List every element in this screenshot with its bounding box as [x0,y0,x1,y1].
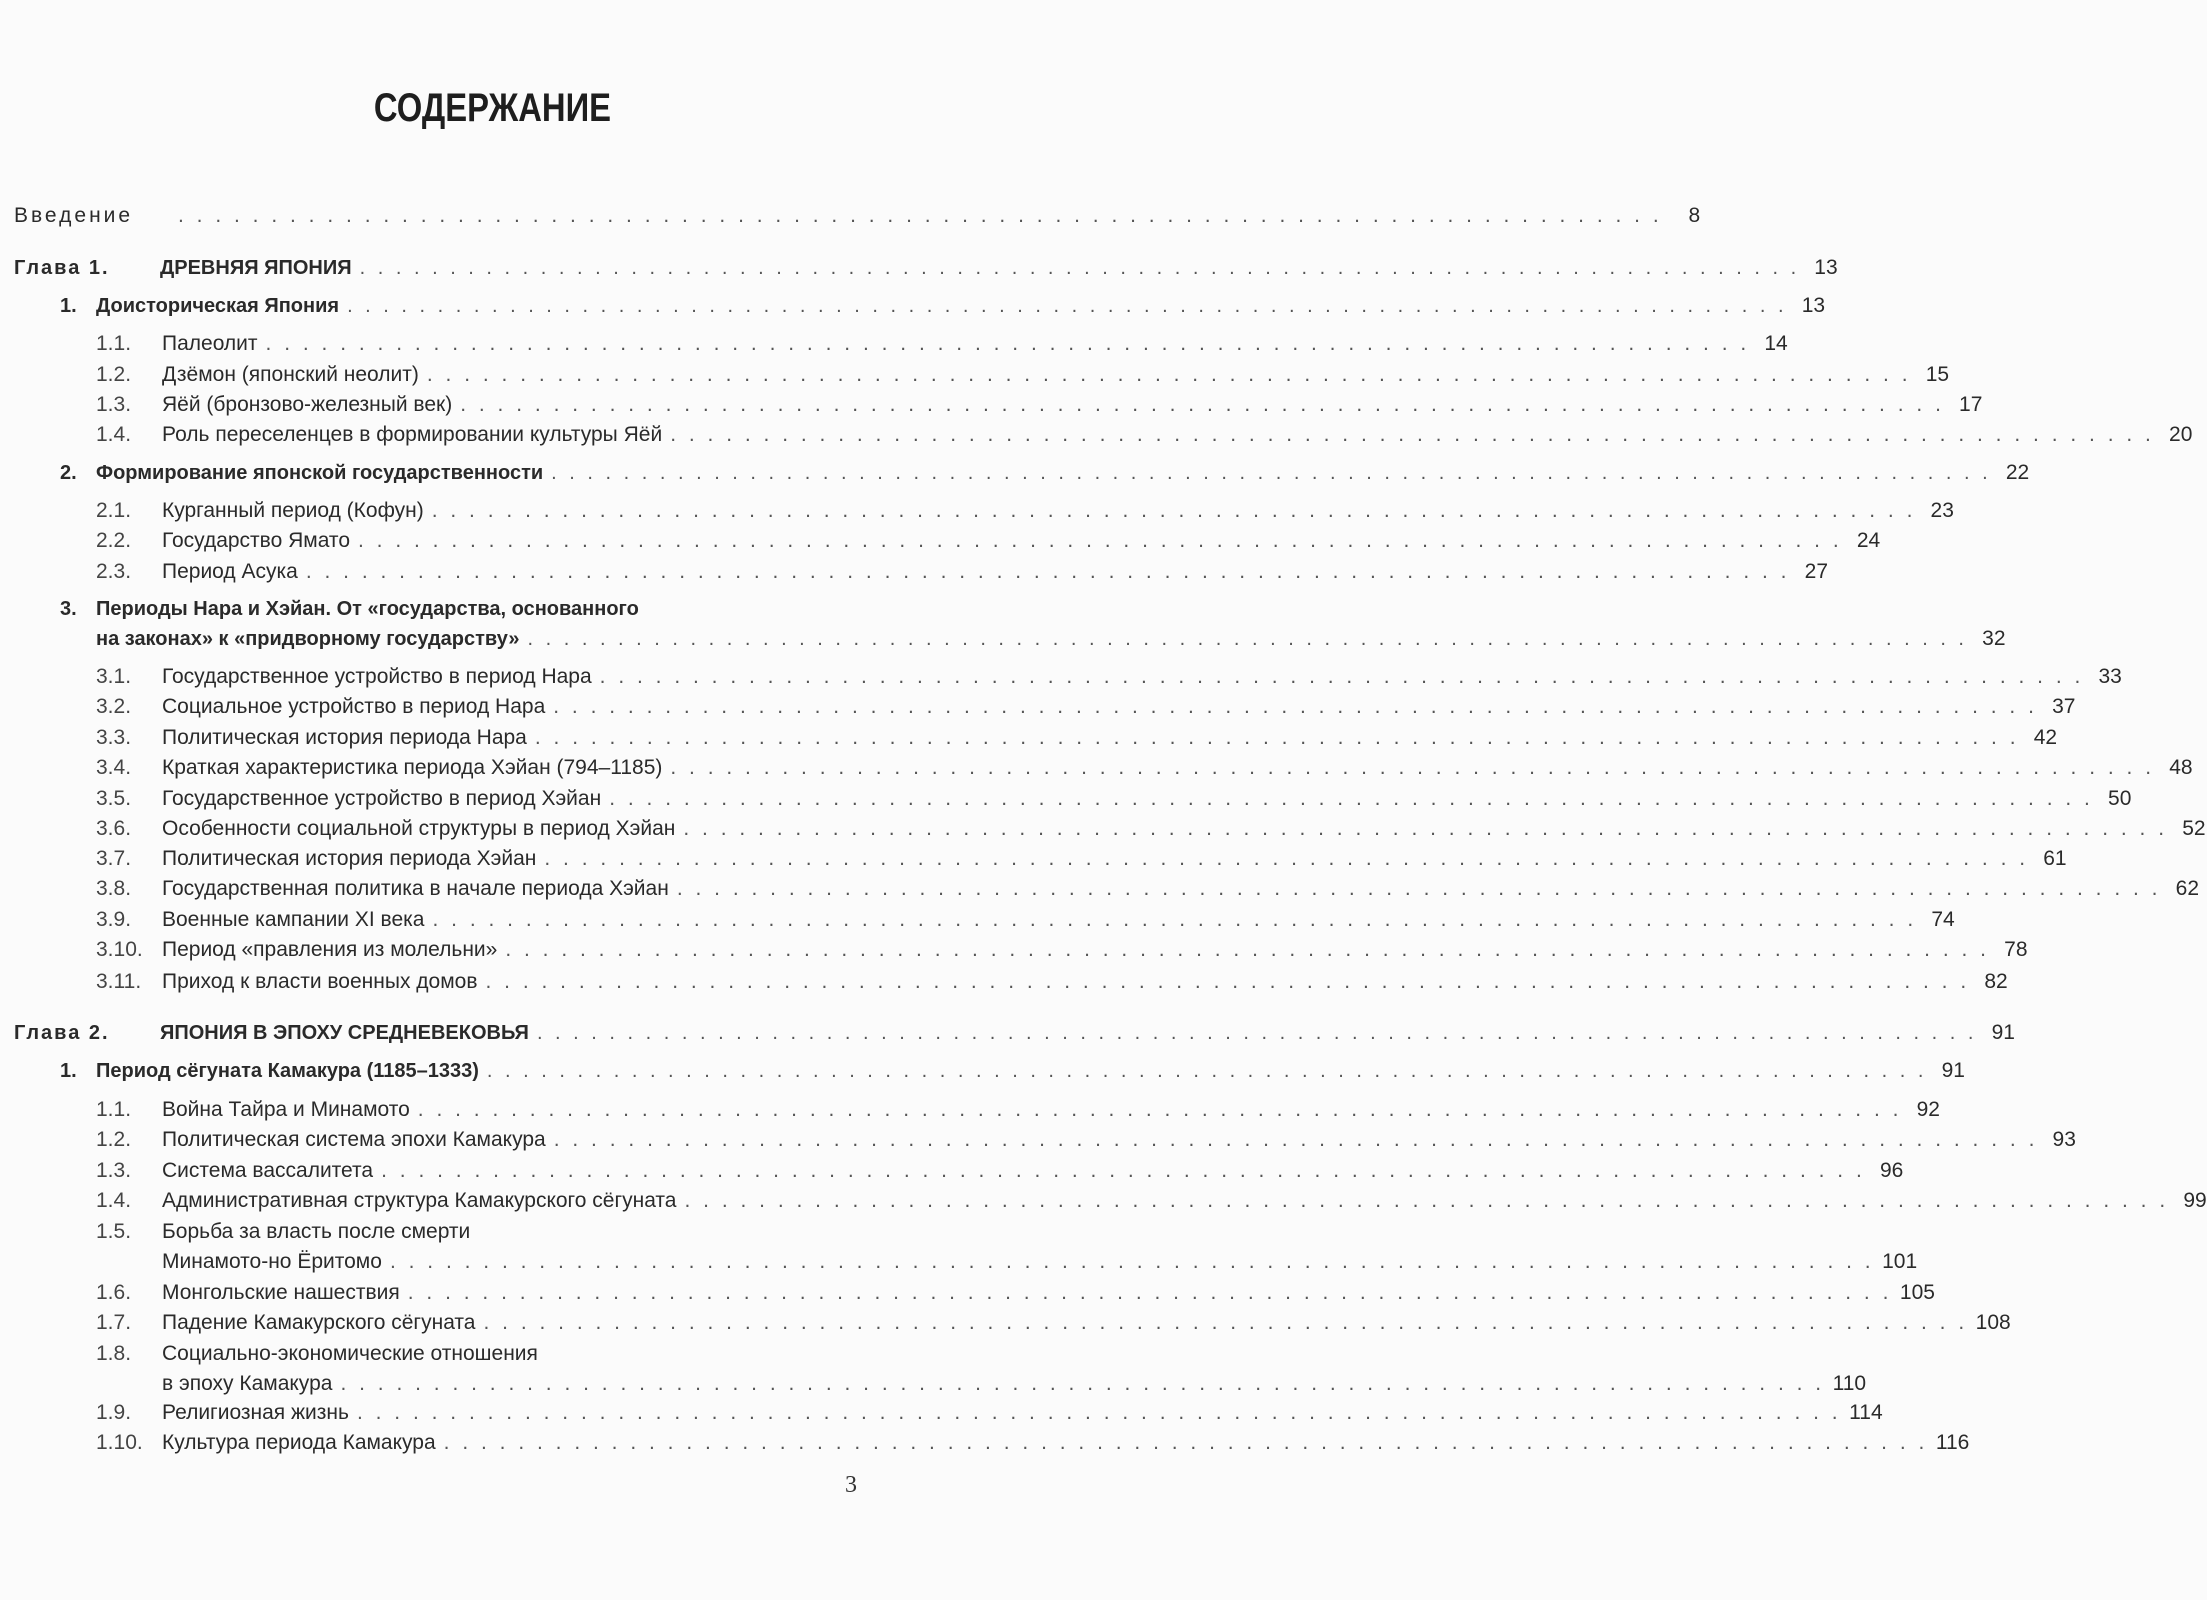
toc-entry [0,1056,1965,1086]
entry-number: 1.1. [96,1098,132,1121]
entry-page: 37 [2052,695,2076,718]
toc-entry [0,253,1838,283]
entry-page: 33 [2098,665,2122,688]
entry-number: 3.5. [96,787,132,810]
toc-entry [0,329,1788,359]
dot-leader: . . . . . . . . . . . . . . . . . . . . . . . . . . . . . . . . . . . . . . . . . . . . . . . . . . . . . . . . . . . . . . . . . . . . . . . . . . . . . . . . [347,295,1788,317]
entry-line [162,1398,1883,1428]
entry-line [162,1095,1940,1125]
dot-leader: . . . . . . . . . . . . . . . . . . . . . . . . . . . . . . . . . . . . . . . . . . . . . . . . . . . . . . . . . . . . . . . . . . . . . . . . . . . . . . . . [683,817,2168,840]
entry-number: 2.3. [96,560,132,583]
entry-line [162,390,1983,420]
toc-entry [0,496,1954,526]
entry-line [162,874,2199,904]
dot-leader: . . . . . . . . . . . . . . . . . . . . . . . . . . . . . . . . . . . . . . . . . . . . . . . . . . . . . . . . . . . . . . . . . . . . . . . . . . . . . . . . [505,938,1990,961]
toc-entry [0,360,1950,390]
dot-leader: . . . . . . . . . . . . . . . . . . . . . . . . . . . . . . . . . . . . . . . . . . . . . . . . . . . . . . . . . . . . . . . . . . . . . . . . . . . . . . . . [609,787,2094,810]
dot-leader: . . . . . . . . . . . . . . . . . . . . . . . . . . . . . . . . . . . . . . . . . . . . . . . . . . . . . . . . . . . . . . . . . . . . . . . . . . . . . . . . [551,462,1992,484]
dot-leader: . . . . . . . . . . . . . . . . . . . . . . . . . . . . . . . . . . . . . . . . . . . . . . . . . . . . . . . . . . . . . . . . . . . . . . . . . . . . . . . . [670,756,2155,779]
toc-entry [0,557,1829,587]
entry-title: Система вассалитета [162,1159,374,1182]
entry-number: 1.3. [96,393,132,416]
entry-page: 110 [1832,1372,1867,1396]
entry-title: Падение Камакурского сёгуната [162,1311,476,1334]
entry-title: Политическая система эпохи Камакура [162,1128,546,1151]
entry-number: 3.10. [96,938,143,961]
entry-page: 27 [1804,560,1829,583]
toc-entry [0,1125,2076,1155]
toc-entry [0,905,1955,935]
entry-line [162,1308,2011,1338]
entry-title: Государственная политика в начале периода Хэйан [162,877,669,900]
entry-line [160,253,1838,283]
entry-page: 93 [2052,1128,2076,1151]
toc-entry-continuation [0,1247,1918,1277]
entry-line [162,844,2067,874]
entry-page: 108 [1975,1311,2011,1334]
entry-title: Военные кампании XI века [162,908,425,931]
entry-title: Социальное устройство в период Нара [162,695,546,718]
entry-page: 114 [1849,1401,1883,1424]
entry-page: 42 [2033,726,2058,749]
entry-line [96,1056,1965,1086]
entry-number: 1.9. [96,1401,132,1424]
toc-entry [0,692,2076,722]
dot-leader: . . . . . . . . . . . . . . . . . . . . . . . . . . . . . . . . . . . . . . . . . . . . . . . . . . . . . . . . . . . . . . . . . . . . . . . . . . . . . . . . [356,1401,1842,1424]
entry-line [162,967,2008,997]
dot-leader: . . . . . . . . . . . . . . . . . . . . . . . . . . . . . . . . . . . . . . . . . . . . . . . . . . . . . . . . . . . . . . . . . . . . . . . . . . . . . . . . [305,560,1791,583]
entry-line [162,1125,2076,1155]
dot-leader: . . . . . . . . . . . . . . . . . . . . . . . . . . . . . . . . . . . . . . . . . . . . . . . . . . . . . . . . . . . . . . . . . . . . . . . . . . . . . . . . [684,1189,2169,1212]
toc-entry [0,1308,2011,1338]
entry-line [162,662,2122,692]
entry-page: 105 [1899,1281,1935,1304]
entry-line [162,420,2193,450]
entry-line [162,1247,1918,1277]
entry-line [162,557,1829,587]
entry-title: Яёй (бронзово-железный век) [162,393,453,416]
dot-leader: . . . . . . . . . . . . . . . . . . . . . . . . . . . . . . . . . . . . . . . . . . . . . . . . . . . . . . . . . . . . . . . . . . . . . . . . . . . . . . . . [340,1372,1825,1396]
entry-page: 99 [2183,1189,2207,1212]
entry-title: Административная структура Камакурского сёгуната [162,1189,677,1212]
entry-title: Культура периода Камакура [162,1431,436,1454]
entry-title: Монгольские нашествия [162,1281,400,1304]
entry-number: 3.8. [96,877,132,900]
entry-number: 1. [60,295,77,317]
entry-title: Дзёмон (японский неолит) [162,363,419,386]
entry-page: 101 [1882,1250,1918,1274]
dot-leader: . . . . . . . . . . . . . . . . . . . . . . . . . . . . . . . . . . . . . . . . . . . . . . . . . . . . . . . . . . . . . . . . . . . . . . . . . . . . . . . . [676,877,2161,900]
dot-leader: . . . . . . . . . . . . . . . . . . . . . . . . . . . . . . . . . . . . . . . . . . . . . . . . . . . . . . . . . . . . . . . . . . . . . . . . . . . . . . . . [670,423,2155,446]
entry-page: 82 [1984,970,2008,993]
toc-entry-continuation [0,1369,1867,1399]
toc-entry [0,1398,1883,1428]
entry-line [162,526,1881,556]
entry-title: Роль переселенцев в формировании культуры Яёй [162,423,663,446]
entry-title: Минамото-но Ёритомо [162,1250,382,1274]
entry-page: 78 [2004,938,2028,961]
entry-line [162,1217,470,1247]
dot-leader: . . . . . . . . . . . . . . . . . . . . . . . . . . . . . . . . . . . . . . . . . . . . . . . . . . . . . . . . . . . . . . . . . . . . . . . . . . . . . . . . [178,204,1663,227]
dot-leader: . . . . . . . . . . . . . . . . . . . . . . . . . . . . . . . . . . . . . . . . . . . . . . . . . . . . . . . . . . . . . . . . . . . . . . . . . . . . . . . . [443,1431,1928,1454]
entry-title: на законах» к «придворному государству» [96,628,520,651]
dot-leader: . . . . . . . . . . . . . . . . . . . . . . . . . . . . . . . . . . . . . . . . . . . . . . . . . . . . . . . . . . . . . . . . . . . . . . . . . . . . . . . . [407,1281,1892,1304]
entry-title: Религиозная жизнь [162,1401,349,1424]
entry-page: 13 [1814,256,1838,279]
entry-number: 1.5. [96,1220,132,1243]
toc-entry [0,814,2206,844]
entry-number: 1.8. [96,1342,132,1365]
dot-leader: . . . . . . . . . . . . . . . . . . . . . . . . . . . . . . . . . . . . . . . . . . . . . . . . . . . . . . . . . . . . . . . . . . . . . . . . . . . . . . . . [544,847,2029,870]
entry-title: Краткая характеристика периода Хэйан (794–1185) [162,756,663,779]
entry-page: 91 [1991,1021,2015,1044]
toc-entry-continuation [0,624,2006,654]
entry-number: 1.2. [96,363,132,386]
toc-entry [0,291,1826,321]
dot-leader: . . . . . . . . . . . . . . . . . . . . . . . . . . . . . . . . . . . . . . . . . . . . . . . . . . . . . . . . . . . . . . . . . . . . . . . . . . . . . . . . [553,695,2038,718]
entry-number: 1. [60,1060,77,1082]
entry-number: 1.3. [96,1159,132,1182]
dot-leader: . . . . . . . . . . . . . . . . . . . . . . . . . . . . . . . . . . . . . . . . . . . . . . . . . . . . . . . . . . . . . . . . . . . . . . . . . . . . . . . . [534,726,2020,749]
entry-line [162,814,2206,844]
entry-line [162,692,2076,722]
entry-number: 3.6. [96,817,132,840]
entry-line [96,624,2006,654]
entry-page: 32 [1982,627,2006,651]
toc-entry [0,784,2132,814]
entry-line [162,1428,1970,1458]
toc-entry [0,1428,1970,1458]
entry-number: 2.1. [96,499,132,522]
toc-entry [0,420,2193,450]
dot-leader: . . . . . . . . . . . . . . . . . . . . . . . . . . . . . . . . . . . . . . . . . . . . . . . . . . . . . . . . . . . . . . . . . . . . . . . . . . . . . . . . [417,1098,1902,1121]
toc-entry [0,594,985,624]
entry-title: в эпоху Камакура [162,1372,333,1396]
entry-page: 17 [1959,393,1983,416]
entry-number: Глава 2. [14,1022,110,1044]
entry-line [162,1156,1904,1186]
entry-number: 1.4. [96,423,132,446]
dot-leader: . . . . . . . . . . . . . . . . . . . . . . . . . . . . . . . . . . . . . . . . . . . . . . . . . . . . . . . . . . . . . . . . . . . . . . . . . . . . . . . . [426,363,1912,386]
entry-line [162,1186,2207,1216]
toc-entry [0,1217,985,1247]
toc-entry [0,1186,2207,1216]
entry-number: 3.3. [96,726,132,749]
entry-title: Государство Ямато [162,529,350,552]
entry-number: 1.4. [96,1189,132,1212]
entry-title: Период Асука [162,560,298,583]
entry-number: Введение [14,204,134,227]
entry-title: Государственное устройство в период Хэйан [162,787,602,810]
dot-leader: . . . . . . . . . . . . . . . . . . . . . . . . . . . . . . . . . . . . . . . . . . . . . . . . . . . . . . . . . . . . . . . . . . . . . . . . . . . . . . . . [358,529,1843,552]
entry-page: 8 [1688,204,1701,227]
entry-line [162,935,2028,965]
page-title: СОДЕРЖАНИЕ [373,86,612,130]
entry-page: 50 [2108,787,2132,810]
entry-line [162,784,2132,814]
page-number: 3 [845,1472,857,1498]
entry-line [162,1278,1935,1308]
entry-number: 3.11. [96,970,142,993]
entry-number: 1.7. [96,1311,132,1334]
entry-title: Борьба за власть после смерти [162,1220,471,1243]
entry-number: 1.6. [96,1281,132,1304]
entry-number: 3.7. [96,847,132,870]
entry-page: 61 [2043,847,2067,870]
toc-entry [0,1278,1935,1308]
entry-title: Социально-экономические отношения [162,1342,538,1365]
toc-entry [0,723,2058,753]
toc-entry [0,1095,1940,1125]
entry-title: Государственное устройство в период Нара [162,665,592,688]
entry-line [96,291,1826,321]
entry-page: 14 [1764,332,1788,355]
toc-entry [0,753,2193,783]
entry-page: 13 [1801,294,1826,317]
entry-number: 3.4. [96,756,132,779]
dot-leader: . . . . . . . . . . . . . . . . . . . . . . . . . . . . . . . . . . . . . . . . . . . . . . . . . . . . . . . . . . . . . . . . . . . . . . . . . . . . . . . . [389,1250,1875,1274]
entry-line [162,360,1950,390]
dot-leader: . . . . . . . . . . . . . . . . . . . . . . . . . . . . . . . . . . . . . . . . . . . . . . . . . . . . . . . . . . . . . . . . . . . . . . . . . . . . . . . . [431,499,1916,522]
entry-line [170,201,1701,231]
toc-entry [0,390,1983,420]
entry-title: Период «правления из молельни» [162,938,498,961]
entry-title: Период сёгуната Камакура (1185–1333) [96,1060,479,1082]
entry-title: ДРЕВНЯЯ ЯПОНИЯ [160,257,352,279]
entry-page: 23 [1930,499,1954,522]
entry-page: 52 [2182,817,2206,840]
entry-line [162,753,2193,783]
toc-entry [0,1156,1904,1186]
entry-page: 24 [1856,529,1881,552]
entry-title: Политическая история периода Нара [162,726,527,749]
entry-line [162,1369,1867,1399]
toc-entry [0,1018,2015,1048]
dot-leader: . . . . . . . . . . . . . . . . . . . . . . . . . . . . . . . . . . . . . . . . . . . . . . . . . . . . . . . . . . . . . . . . . . . . . . . . . . . . . . . . [599,665,2084,688]
entry-number: 2.2. [96,529,132,552]
toc-entry [0,526,1881,556]
entry-number: 1.10. [96,1431,143,1454]
toc-entry [0,844,2067,874]
entry-line [162,496,1954,526]
entry-page: 74 [1931,908,1955,931]
toc-entry [0,1339,985,1369]
entry-page: 116 [1935,1431,1970,1454]
entry-line [162,723,2058,753]
entry-page: 48 [2169,756,2193,779]
entry-number: 3.1. [96,665,132,688]
toc-entry [0,458,2030,488]
entry-page: 22 [2005,461,2030,484]
dot-leader: . . . . . . . . . . . . . . . . . . . . . . . . . . . . . . . . . . . . . . . . . . . . . . . . . . . . . . . . . . . . . . . . . . . . . . . . . . . . . . . . [460,393,1945,416]
entry-title: Война Тайра и Минамото [162,1098,410,1121]
entry-line [96,458,2030,488]
entry-number: 2. [60,462,77,484]
dot-leader: . . . . . . . . . . . . . . . . . . . . . . . . . . . . . . . . . . . . . . . . . . . . . . . . . . . . . . . . . . . . . . . . . . . . . . . . . . . . . . . . [432,908,1917,931]
entry-page: 96 [1879,1159,1904,1182]
entry-line [160,1018,2015,1048]
entry-line [96,594,639,624]
toc-entry [0,967,2008,997]
entry-title: Приход к власти военных домов [162,970,478,993]
entry-number: Глава 1. [14,257,110,279]
toc-entry [0,201,1701,231]
dot-leader: . . . . . . . . . . . . . . . . . . . . . . . . . . . . . . . . . . . . . . . . . . . . . . . . . . . . . . . . . . . . . . . . . . . . . . . . . . . . . . . . [265,332,1750,355]
entry-number: 3.2. [96,695,132,718]
entry-page: 20 [2169,423,2193,446]
entry-number: 3.9. [96,908,132,931]
toc-entry [0,935,2028,965]
entry-page: 92 [1916,1098,1940,1121]
entry-page: 62 [2175,877,2199,900]
toc-entry [0,662,2122,692]
entry-line [162,329,1788,359]
entry-line [162,905,1955,935]
dot-leader: . . . . . . . . . . . . . . . . . . . . . . . . . . . . . . . . . . . . . . . . . . . . . . . . . . . . . . . . . . . . . . . . . . . . . . . . . . . . . . . . [359,257,1800,279]
dot-leader: . . . . . . . . . . . . . . . . . . . . . . . . . . . . . . . . . . . . . . . . . . . . . . . . . . . . . . . . . . . . . . . . . . . . . . . . . . . . . . . . [381,1159,1866,1182]
entry-title: ЯПОНИЯ В ЭПОХУ СРЕДНЕВЕКОВЬЯ [160,1022,529,1044]
entry-number: 1.1. [96,332,132,355]
entry-line [162,1339,538,1369]
entry-title: Доисторическая Япония [96,295,340,317]
entry-title: Особенности социальной структуры в период Хэйан [162,817,676,840]
entry-title: Политическая история периода Хэйан [162,847,537,870]
dot-leader: . . . . . . . . . . . . . . . . . . . . . . . . . . . . . . . . . . . . . . . . . . . . . . . . . . . . . . . . . . . . . . . . . . . . . . . . . . . . . . . . [485,970,1970,993]
dot-leader: . . . . . . . . . . . . . . . . . . . . . . . . . . . . . . . . . . . . . . . . . . . . . . . . . . . . . . . . . . . . . . . . . . . . . . . . . . . . . . . . [486,1060,1927,1082]
entry-page: 91 [1941,1059,1965,1082]
entry-number: 1.2. [96,1128,132,1151]
entry-number: 3. [60,598,77,620]
entry-title: Периоды Нара и Хэйан. От «государства, основанного [96,598,639,620]
dot-leader: . . . . . . . . . . . . . . . . . . . . . . . . . . . . . . . . . . . . . . . . . . . . . . . . . . . . . . . . . . . . . . . . . . . . . . . . . . . . . . . . [483,1311,1968,1334]
dot-leader: . . . . . . . . . . . . . . . . . . . . . . . . . . . . . . . . . . . . . . . . . . . . . . . . . . . . . . . . . . . . . . . . . . . . . . . . . . . . . . . . [536,1022,1977,1044]
entry-title: Палеолит [162,332,258,355]
toc-entry [0,874,2199,904]
entry-title: Формирование японской государственности [96,462,544,484]
dot-leader: . . . . . . . . . . . . . . . . . . . . . . . . . . . . . . . . . . . . . . . . . . . . . . . . . . . . . . . . . . . . . . . . . . . . . . . . . . . . . . . . [553,1128,2038,1151]
dot-leader: . . . . . . . . . . . . . . . . . . . . . . . . . . . . . . . . . . . . . . . . . . . . . . . . . . . . . . . . . . . . . . . . . . . . . . . . . . . . . . . . [527,628,1968,651]
entry-title: Курганный период (Кофун) [162,499,424,522]
entry-page: 15 [1925,363,1950,386]
